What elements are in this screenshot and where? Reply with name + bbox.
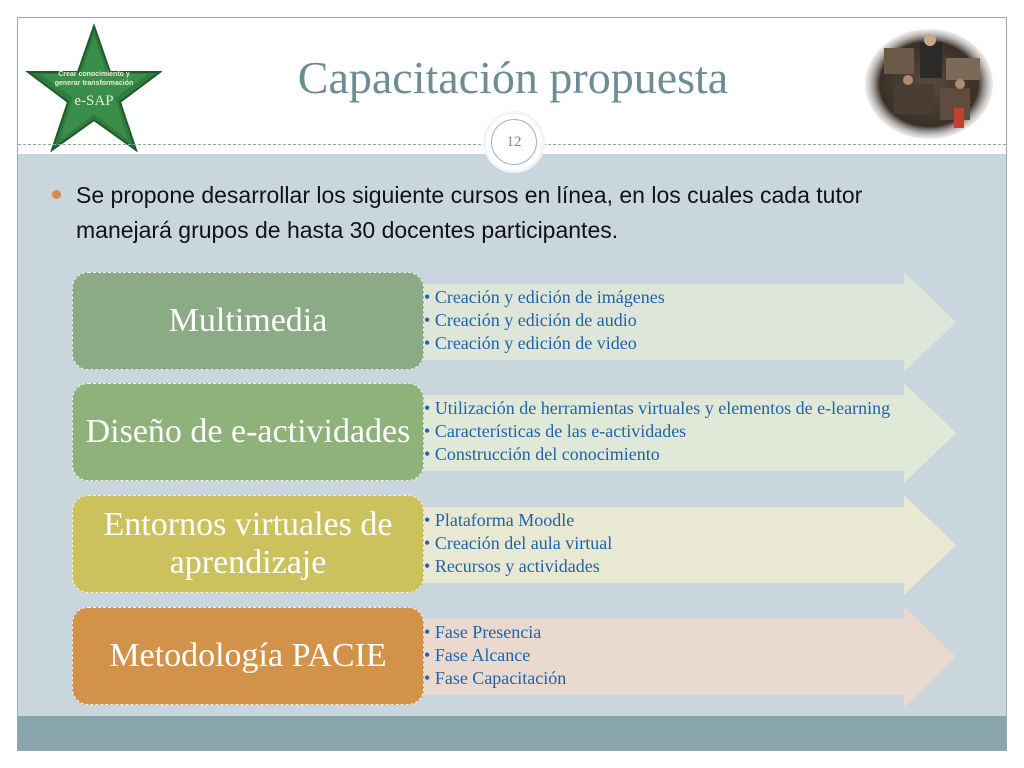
intro-text: Se propone desarrollar los siguiente cursos en línea, en los cuales cada tutor manejará grupos de hasta 30 docentes participantes. [76, 182, 863, 243]
esap-logo [22, 22, 162, 152]
course-row-pacie [72, 607, 962, 709]
intro-bullet [52, 178, 952, 248]
logo-line2: generar transformación [54, 80, 134, 87]
course-items [424, 509, 914, 578]
slide-header [18, 18, 1006, 154]
list-item: • Creación y edición de audio [424, 310, 637, 330]
course-title: Entornos virtuales de aprendizaje [103, 506, 393, 581]
list-item: • Creación y edición de imágenes [424, 287, 665, 307]
course-items [424, 621, 914, 690]
list-item: • Plataforma Moodle [424, 510, 575, 530]
logo-line1: Crear conocimiento y [58, 71, 130, 78]
list-item: • Características de las e-actividades [424, 421, 687, 441]
course-items [424, 286, 914, 355]
course-items [424, 397, 914, 466]
page-number-badge [486, 114, 542, 170]
course-row-multimedia [72, 272, 962, 374]
course-title-box [72, 495, 424, 593]
list-item: • Recursos y actividades [424, 556, 600, 576]
bullet-icon [52, 190, 61, 199]
list-item: • Creación y edición de video [424, 333, 637, 353]
list-item: • Fase Capacitación [424, 668, 567, 688]
course-title-box [72, 272, 424, 370]
course-title: Multimedia [168, 302, 328, 339]
course-row-entornos [72, 495, 962, 597]
course-title-box [72, 383, 424, 481]
list-item: • Creación del aula virtual [424, 533, 613, 553]
course-row-diseno [72, 383, 962, 485]
list-item: • Utilización de herramientas virtuales y elementos de e-learning [424, 398, 891, 418]
slide-title: Capacitación propuesta [297, 52, 729, 103]
course-title: Metodología PACIE [109, 637, 387, 674]
logo-brand: e-SAP [74, 93, 114, 109]
page-number: 12 [491, 119, 537, 165]
list-item: • Fase Alcance [424, 645, 531, 665]
course-title: Diseño de e-actividades [85, 413, 411, 450]
footer-bar [18, 716, 1006, 750]
photo-collage [864, 28, 994, 140]
list-item: • Construcción del conocimiento [424, 444, 660, 464]
list-item: • Fase Presencia [424, 622, 542, 642]
slide [17, 17, 1007, 751]
course-title-box [72, 607, 424, 705]
